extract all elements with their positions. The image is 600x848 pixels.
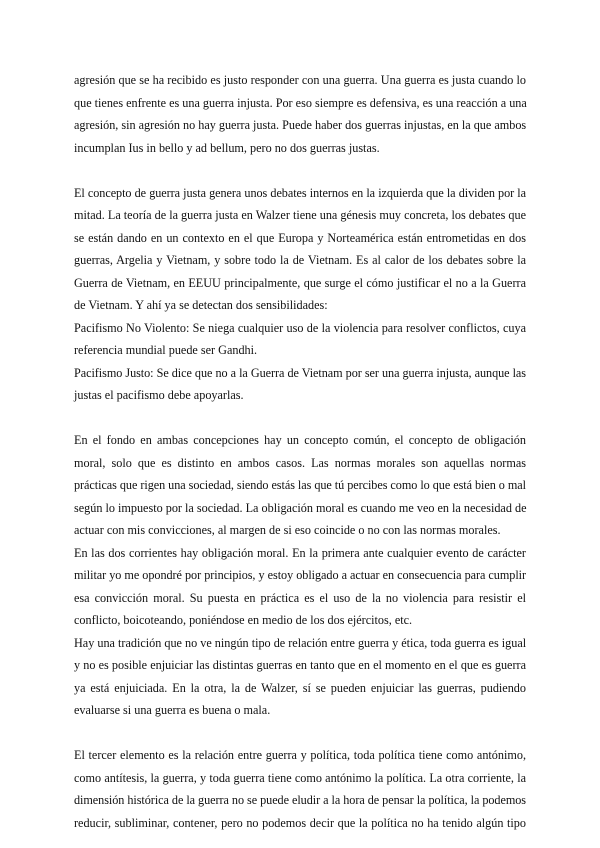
text-line: según lo impuesto por la sociedad. La obligación moral es cuando me veo en la necesidad de xyxy=(74,500,527,515)
text-line: reducir, subliminar, contener, pero no podemos decir que la política no ha tenido algún tipo xyxy=(74,815,526,830)
paragraph-4 xyxy=(74,744,526,834)
text-line: de Vietnam. Y ahí ya se detectan dos sensibilidades: xyxy=(74,298,328,312)
text-line: incumplan Ius in bello y ad bellum, pero no dos guerras justas. xyxy=(74,140,380,155)
text-line: se están dando en un contexto en el que Europa y Norteamérica están entrometidas en dos xyxy=(74,230,526,245)
paragraph-2 xyxy=(74,182,526,407)
paragraph-3 xyxy=(74,429,526,722)
paragraph-gap xyxy=(74,407,526,430)
text-line: como antítesis, la guerra, y toda guerra tiene como antónimo la política. La otra corriente, la xyxy=(74,770,526,785)
paragraph-1 xyxy=(74,69,526,159)
text-line: Guerra de Vietnam, en EEUU principalmente, que surge el cómo justificar el no a la Guerra xyxy=(74,275,526,290)
text-line: agresión que se ha recibido es justo responder con una guerra. Una guerra es justa cuando lo xyxy=(74,73,526,87)
text-line: y no es posible enjuiciar las distintas guerras en tanto que en el momento en el que es guerra xyxy=(74,658,526,672)
text-line: agresión, sin agresión no hay guerra justa. Puede haber dos guerras injustas, en la que ambos xyxy=(74,118,527,132)
text-line: El tercer elemento es la relación entre guerra y política, toda política tiene como antónimo, xyxy=(74,748,526,762)
text-line: esa convicción moral. Su puesta en práctica es el uso de la no violencia para resistir el xyxy=(74,590,526,605)
text-line: En las dos corrientes hay obligación moral. En la primera ante cualquier evento de carácter xyxy=(74,545,526,560)
text-line: ya está enjuiciada. En la otra, la de Walzer, sí se pueden enjuiciar las guerras, pudiendo xyxy=(74,680,526,695)
text-line: Hay una tradición que no ve ningún tipo de relación entre guerra y ética, toda guerra es igual xyxy=(74,635,527,650)
text-line: conflicto, boicoteando, poniéndose en medio de los dos ejércitos, etc. xyxy=(74,613,413,627)
text-line: evaluarse si una guerra es buena o mala. xyxy=(74,703,271,717)
document-body xyxy=(74,69,526,834)
text-line: militar yo me opondré por principios, y estoy obligado a actuar en consecuencia para cumplir xyxy=(74,568,526,582)
text-line: Pacifismo Justo: Se dice que no a la Guerra de Vietnam por ser una guerra injusta, aunque las xyxy=(74,365,526,380)
text-line: justas el pacifismo debe apoyarlas. xyxy=(74,388,244,402)
text-line: moral, solo que es distinto en ambos casos. Las normas morales son aquellas normas xyxy=(74,455,526,470)
text-line: actuar con mis convicciones, al margen de si eso coincide o no con las normas morales. xyxy=(74,523,501,537)
text-line: referencia mundial puede ser Gandhi. xyxy=(74,343,258,357)
text-line: guerras, Argelia y Vietnam, y sobre todo la de Vietnam. Es al calor de los debates sobre la xyxy=(74,253,526,267)
paragraph-gap xyxy=(74,159,526,182)
paragraph-gap xyxy=(74,722,526,745)
text-line: Pacifismo No Violento: Se niega cualquier uso de la violencia para resolver conflictos, cuya xyxy=(74,320,526,335)
text-line: que tienes enfrente es una guerra injusta. Por eso siempre es defensiva, es una reacción a una xyxy=(74,95,527,110)
text-line: El concepto de guerra justa genera unos debates internos en la izquierda que la dividen por la xyxy=(74,185,526,200)
text-line: prácticas que rigen una sociedad, siendo estás las que tú percibes como lo que está bien o mal xyxy=(74,478,526,492)
text-line: dimensión histórica de la guerra no se puede eludir a la hora de pensar la política, la podemos xyxy=(74,793,526,807)
text-line: En el fondo en ambas concepciones hay un concepto común, el concepto de obligación xyxy=(74,433,526,447)
text-line: mitad. La teoría de la guerra justa en Walzer tiene una génesis muy concreta, los debates que xyxy=(74,208,526,222)
